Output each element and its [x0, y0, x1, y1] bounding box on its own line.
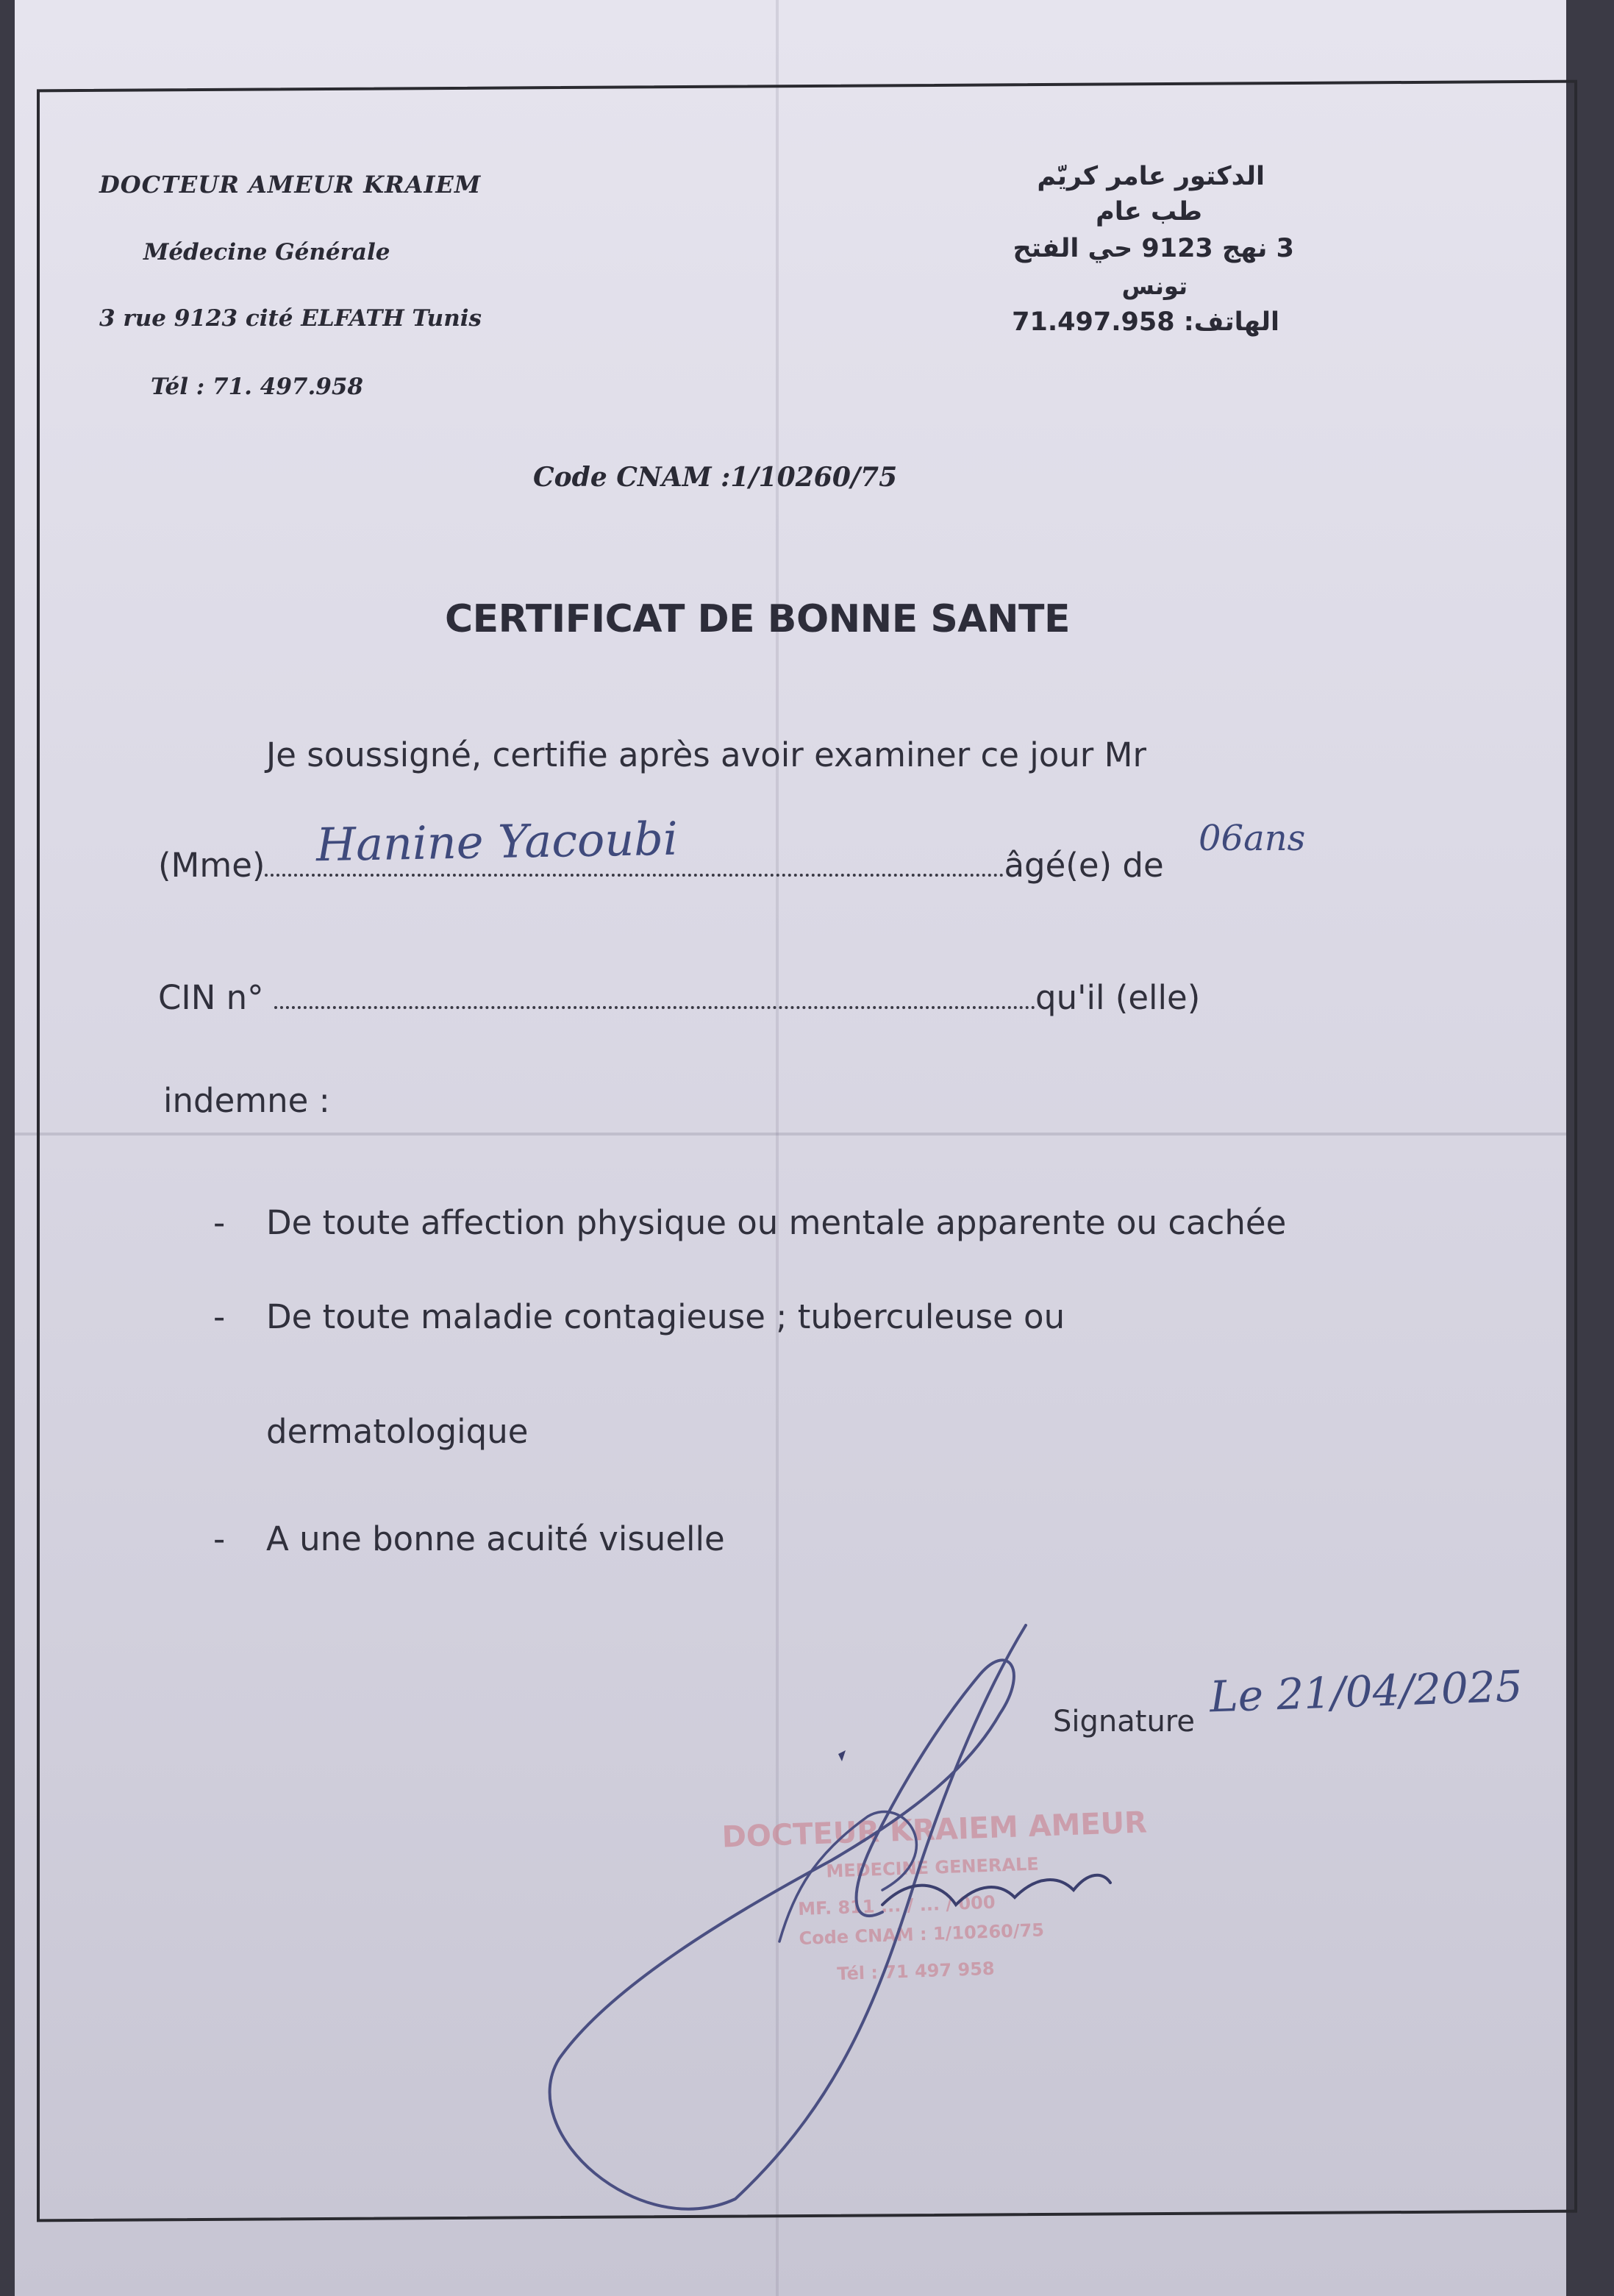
code-cnam: Code CNAM :1/10260/75: [533, 462, 898, 493]
mme-label: (Mme): [158, 846, 265, 885]
list-item-text: dermatologique: [266, 1412, 529, 1451]
doctor-phone-arabic: الهاتف: 71.497.958: [1012, 307, 1279, 337]
certify-line: Je soussigné, certifie après avoir examiner ce jour Mr: [266, 735, 1146, 774]
stamp-line: DOCTEUR KRAIEM AMEUR: [721, 1805, 1148, 1855]
doctor-phone: Tél : 71. 497.958: [151, 374, 363, 400]
list-item: [213, 1519, 725, 1558]
cin-label: CIN n°: [158, 978, 264, 1017]
doctor-address-arabic: 3 نهج 9123 حي الفتح: [1013, 234, 1294, 263]
list-item-text: A une bonne acuité visuelle: [266, 1519, 725, 1558]
list-dash: -: [213, 1519, 226, 1558]
list-dash: -: [213, 1297, 226, 1336]
list-item: [213, 1412, 528, 1451]
stamp-line: Code CNAM : 1/10260/75: [799, 1919, 1045, 1949]
doctor-address: 3 rue 9123 cité ELFATH Tunis: [99, 305, 482, 332]
handwritten-patient-name: Hanine Yacoubi: [315, 811, 679, 872]
handwritten-date: Le 21/04/2025: [1208, 1661, 1524, 1722]
doctor-city-arabic: تونس: [1121, 272, 1188, 300]
indemne-label: indemne :: [163, 1081, 330, 1120]
stamp-line: MEDECINE GENERALE: [826, 1853, 1040, 1882]
handwritten-age: 06ans: [1199, 818, 1306, 859]
age-label: âgé(e) de: [1004, 846, 1164, 885]
list-item: [213, 1297, 1065, 1336]
doctor-specialty: Médecine Générale: [143, 239, 390, 265]
doctor-name-arabic: الدكتور عامر كريّم: [1037, 162, 1265, 191]
doctor-specialty-arabic: طب عام: [1096, 197, 1202, 227]
doctor-name: DOCTEUR AMEUR KRAIEM: [99, 171, 482, 199]
certificate-title: CERTIFICAT DE BONNE SANTE: [445, 597, 1071, 641]
list-item: [213, 1203, 1286, 1242]
stamp-line: MF. 811 ... / ... / 000: [797, 1892, 996, 1919]
list-item-text: De toute maladie contagieuse ; tuberculeuse ou: [266, 1297, 1065, 1336]
list-dash: -: [213, 1203, 226, 1242]
cin-field: [274, 987, 1035, 1009]
stamp-line: Tél : 71 497 958: [836, 1958, 996, 1985]
quil-label: qu'il (elle): [1035, 978, 1201, 1017]
signature-label: Signature: [1053, 1705, 1195, 1739]
list-item-text: De toute affection physique ou mentale apparente ou cachée: [266, 1203, 1287, 1242]
doctor-stamp: [714, 1805, 1176, 1997]
cin-line: [158, 978, 1200, 1017]
